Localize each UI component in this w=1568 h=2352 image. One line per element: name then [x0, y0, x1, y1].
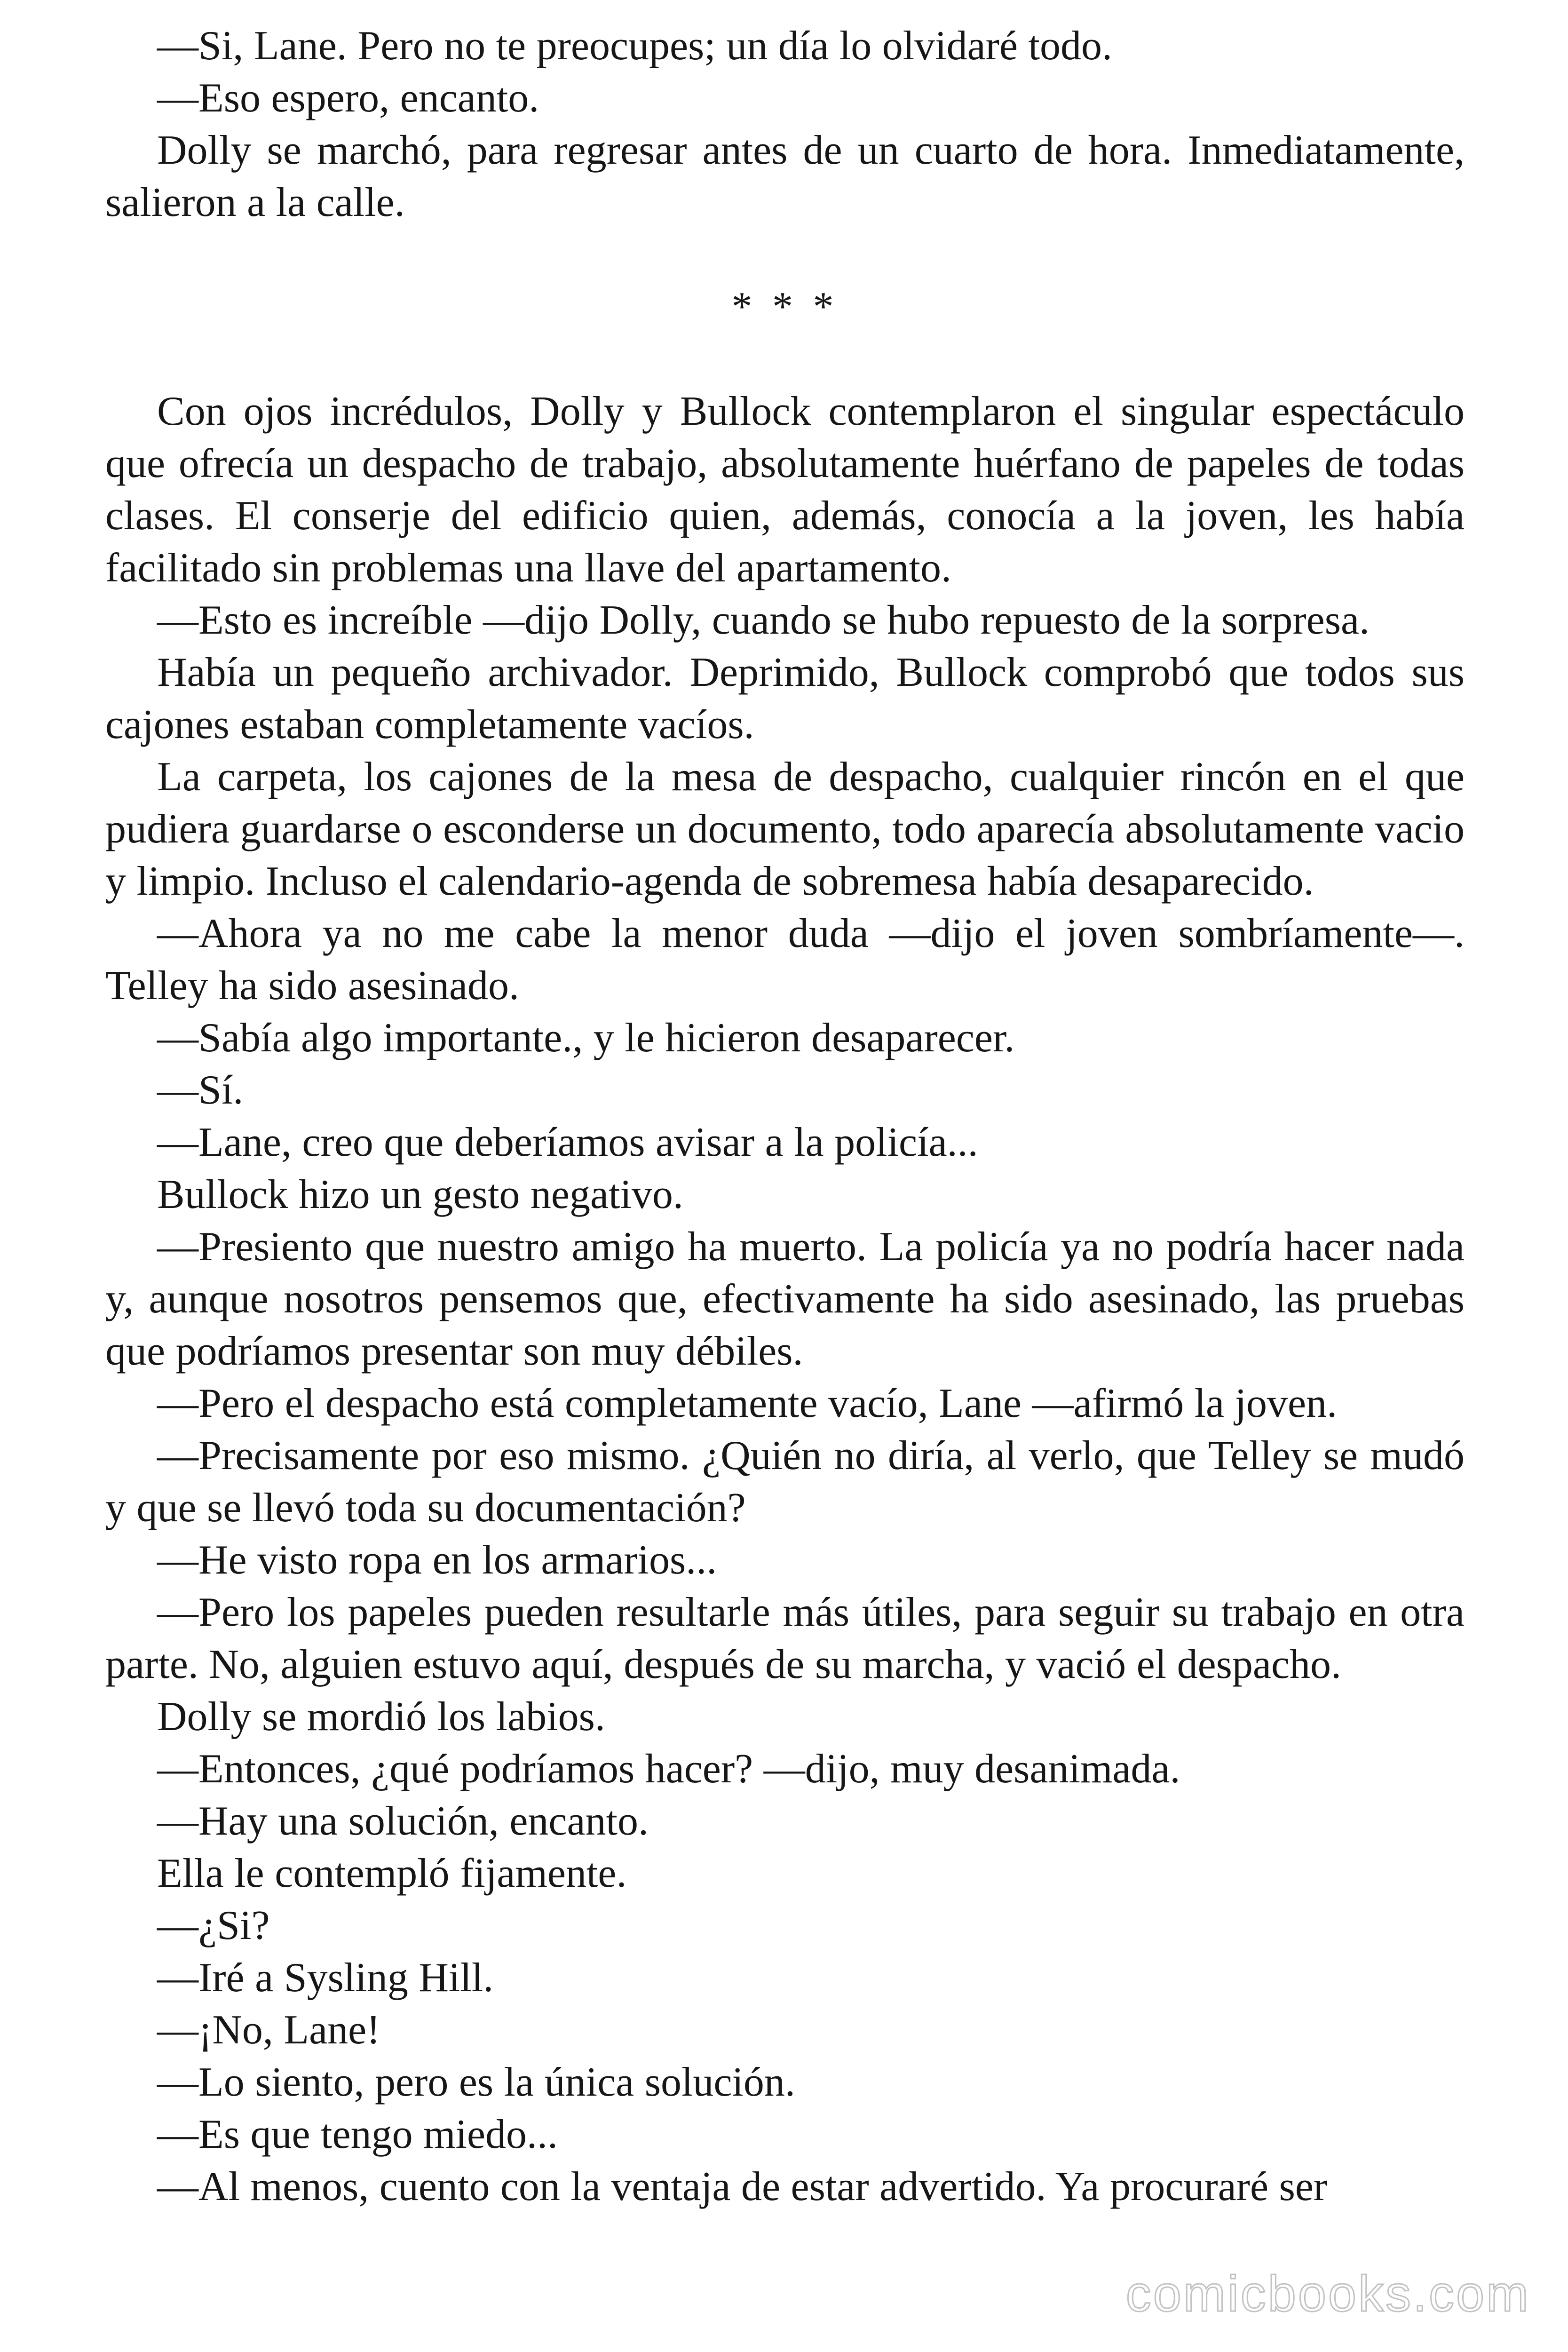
paragraph: —Presiento que nuestro amigo ha muerto. La policía ya no podría hacer nada y, aunque nosotros pensemos que, efectivamente ha sido asesinado, las pruebas que podríamos presentar son muy débiles. — [105, 1224, 1465, 1374]
watermark: comicbooks.com — [1125, 2265, 1530, 2322]
paragraph: Ella le contempló fijamente. — [157, 1851, 627, 1896]
paragraph: —Lo siento, pero es la única solución. — [157, 2059, 795, 2105]
paragraph: —Entonces, ¿qué podríamos hacer? —dijo, muy desanimada. — [157, 1746, 1180, 1792]
paragraph: —Al menos, cuento con la ventaja de estar advertido. Ya procuraré ser — [157, 2164, 1328, 2209]
book-page — [105, 20, 1465, 2213]
paragraph: Había un pequeño archivador. Deprimido, Bullock comprobó que todos sus cajones estaban completamente vacíos. — [105, 650, 1465, 747]
paragraph: —Es que tengo miedo... — [157, 2112, 558, 2157]
paragraph: —¿Si? — [157, 1903, 270, 1948]
paragraph: —Iré a Sysling Hill. — [157, 1955, 494, 2001]
paragraph: Dolly se marchó, para regresar antes de un cuarto de hora. Inmediatamente, salieron a la calle. — [105, 127, 1465, 225]
paragraph: Dolly se mordió los labios. — [157, 1694, 605, 1740]
paragraph: —Hay una solución, encanto. — [157, 1798, 649, 1844]
paragraph: —Pero el despacho está completamente vacío, Lane —afirmó la joven. — [157, 1381, 1338, 1426]
paragraph: —Ahora ya no me cabe la menor duda —dijo el joven sombríamente—. Telley ha sido asesinado. — [105, 911, 1465, 1009]
paragraph: —Precisamente por eso mismo. ¿Quién no diría, al verlo, que Telley se mudó y que se llevó toda su documentación? — [105, 1433, 1465, 1531]
paragraph: —Eso espero, encanto. — [157, 75, 539, 121]
scene-separator: * * * — [731, 284, 839, 330]
paragraph: Con ojos incrédulos, Dolly y Bullock contemplaron el singular espectáculo que ofrecía un despacho de trabajo, absolutamente huérfano de papeles de todas clases. El conserje del edificio quien, además, conocía a la joven, les había facilitado sin problemas una llave del apartamento. — [105, 389, 1465, 591]
paragraph: —¡No, Lane! — [157, 2007, 380, 2053]
paragraph: —Lane, creo que deberíamos avisar a la policía... — [157, 1120, 978, 1165]
paragraph: —Esto es increíble —dijo Dolly, cuando se hubo repuesto de la sorpresa. — [157, 597, 1370, 643]
paragraph: —Sabía algo importante., y le hicieron desaparecer. — [157, 1015, 1015, 1061]
paragraph: —Pero los papeles pueden resultarle más útiles, para seguir su trabajo en otra parte. No, alguien estuvo aquí, después de su marcha, y vació el despacho. — [105, 1589, 1465, 1687]
paragraph: La carpeta, los cajones de la mesa de despacho, cualquier rincón en el que pudiera guardarse o esconderse un documento, todo aparecía absolutamente vacio y limpio. Incluso el calendario-agenda de sobremesa había desaparecido. — [105, 754, 1465, 904]
paragraph: —Si, Lane. Pero no te preocupes; un día lo olvidaré todo. — [157, 23, 1112, 69]
paragraph: Bullock hizo un gesto negativo. — [157, 1172, 683, 1217]
paragraph: —He visto ropa en los armarios... — [157, 1537, 717, 1583]
paragraph: —Sí. — [157, 1067, 244, 1113]
